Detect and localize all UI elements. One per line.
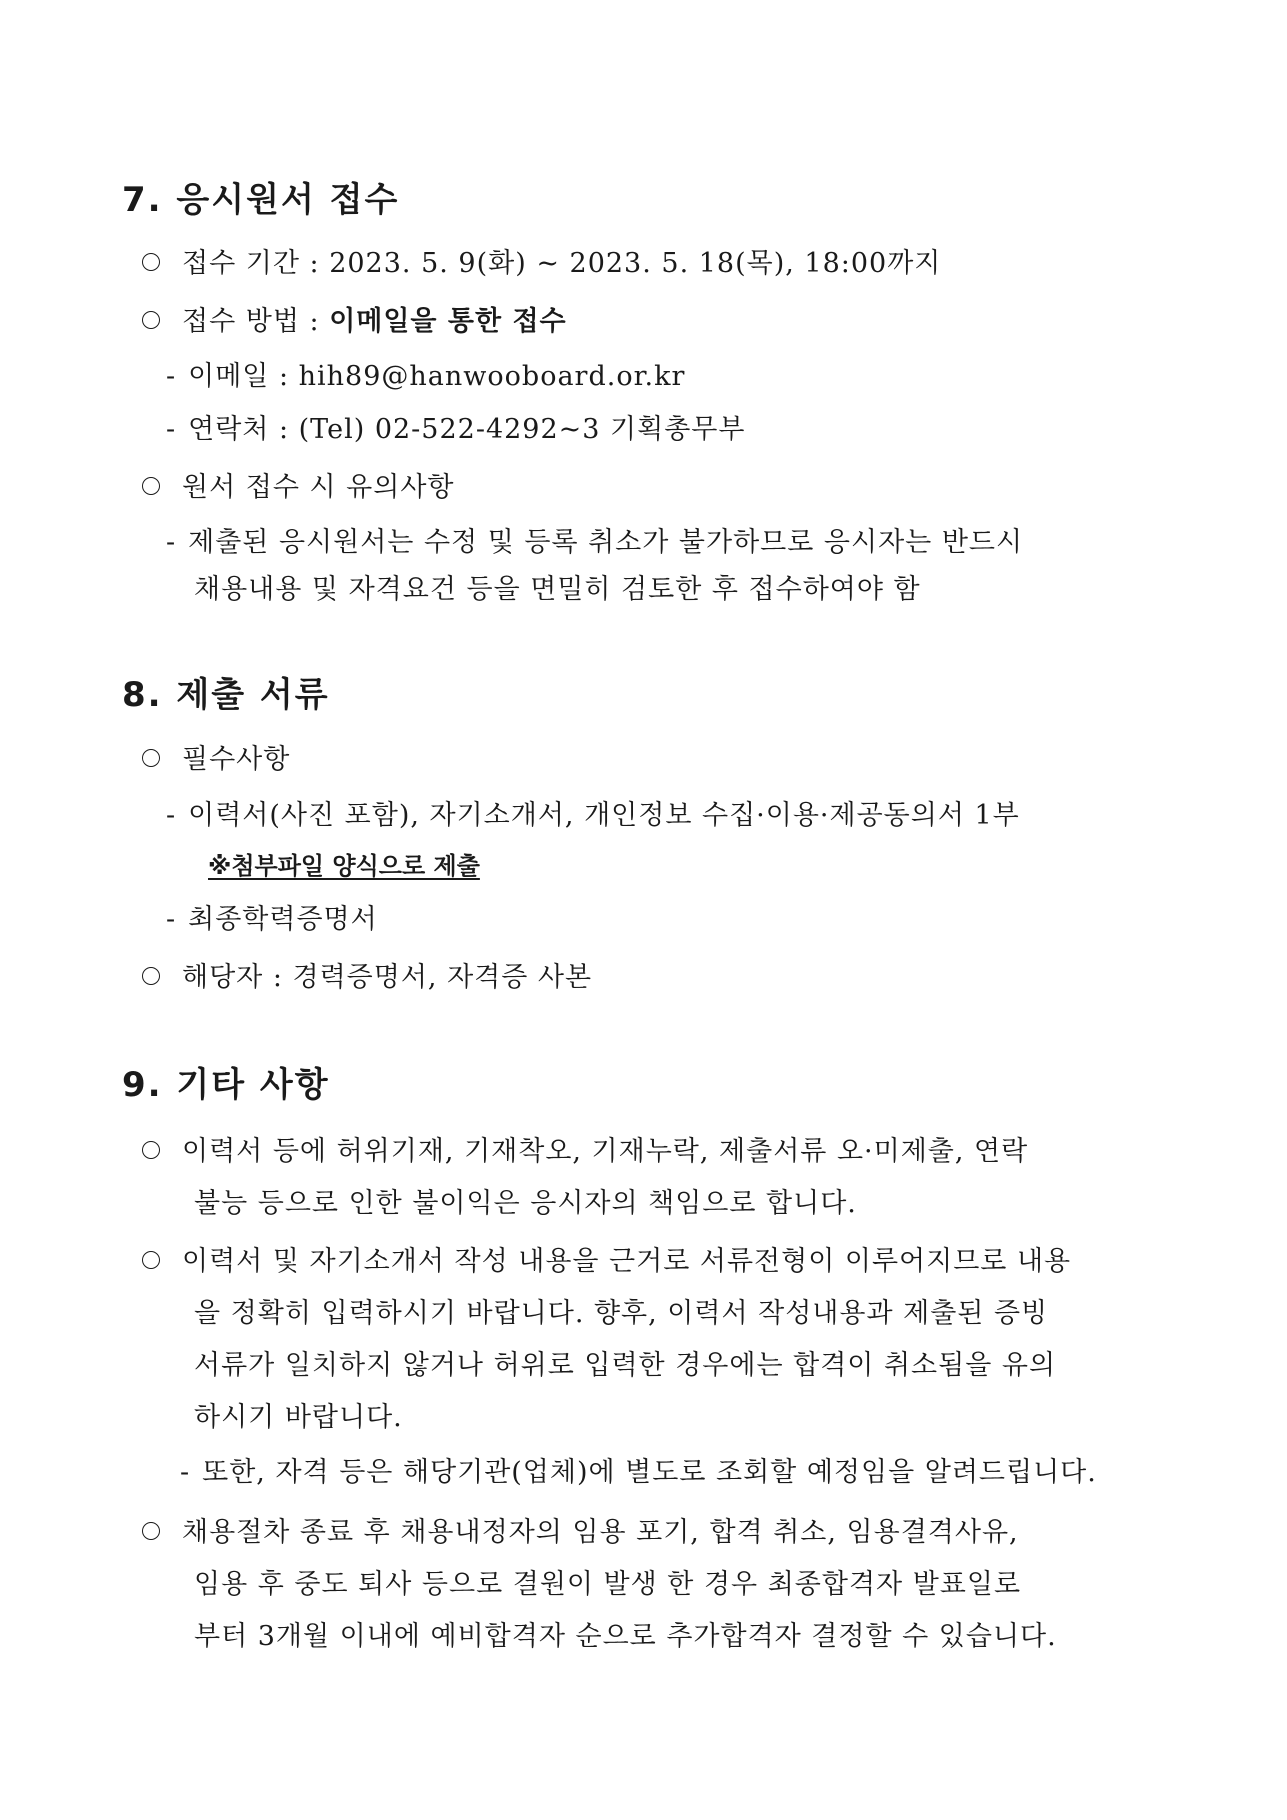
section-8-heading: 8. 제출 서류 (122, 675, 330, 715)
other-item-3-line-2: 임용 후 중도 퇴사 등으로 결원이 발생 한 경우 최종합격자 발표일로 (194, 1569, 1022, 1600)
applicable-documents (142, 958, 592, 998)
other-item-2-line-2: 을 정확히 입력하시기 바랍니다. 향후, 이력서 작성내용과 제출된 증빙 (194, 1298, 1049, 1329)
required-item-text: 이력서(사진 포함), 자기소개서, 개인정보 수집·이용·제공동의서 1부 (188, 800, 1020, 831)
caution-title: 원서 접수 시 유의사항 (182, 472, 455, 503)
section-9-heading: 9. 기타 사항 (122, 1065, 330, 1105)
other-item-1-line-1 (142, 1132, 1028, 1172)
contact-line (166, 410, 745, 450)
attachment-note-text: ※첨부파일 양식으로 제출 (208, 852, 480, 880)
other-item-2-line-3: 서류가 일치하지 않거나 허위로 입력한 경우에는 합격이 취소됨을 유의 (194, 1350, 1057, 1381)
period-value: 2023. 5. 9(화) ~ 2023. 5. 18(목), 18:00까지 (329, 248, 942, 279)
caution-text-line-2: 채용내용 및 자격요건 등을 면밀히 검토한 후 접수하여야 함 (194, 574, 921, 605)
circle-bullet-icon (142, 749, 160, 767)
other-item-2-sub (180, 1453, 1097, 1493)
email-line (166, 357, 685, 397)
circle-bullet-icon (142, 311, 160, 329)
circle-bullet-icon (142, 1522, 160, 1540)
dash-marker: - (166, 361, 177, 392)
email-label: 이메일 : (188, 361, 299, 392)
other-item-3-line-1 (142, 1513, 1019, 1553)
other-item-2-line-1 (142, 1242, 1071, 1282)
required-item-1 (166, 796, 1020, 836)
circle-bullet-icon (142, 253, 160, 271)
circle-bullet-icon (142, 1141, 160, 1159)
application-period (142, 244, 941, 284)
circle-bullet-icon (142, 967, 160, 985)
section-7-heading: 7. 응시원서 접수 (122, 180, 400, 220)
circle-bullet-icon (142, 1251, 160, 1269)
dash-marker: - (166, 527, 177, 558)
dash-marker: - (166, 904, 177, 935)
dash-marker: - (180, 1457, 191, 1488)
dash-marker: - (166, 414, 177, 445)
dash-marker: - (166, 800, 177, 831)
required-heading (142, 740, 290, 780)
application-method (142, 302, 567, 342)
required-item-2 (166, 900, 378, 940)
method-value: 이메일을 통한 접수 (329, 306, 567, 337)
circle-bullet-icon (142, 477, 160, 495)
other-item-text: 이력서 및 자기소개서 작성 내용을 근거로 서류전형이 이루어지므로 내용 (182, 1246, 1072, 1277)
other-item-2-line-4: 하시기 바랍니다. (194, 1402, 403, 1433)
email-address: hih89@hanwooboard.or.kr (298, 361, 686, 392)
applicable-text: 해당자 : 경력증명서, 자격증 사본 (182, 962, 593, 993)
caution-heading (142, 468, 455, 508)
other-item-sub-text: 또한, 자격 등은 해당기관(업체)에 별도로 조회할 예정임을 알려드립니다. (202, 1457, 1097, 1488)
other-item-1-line-2: 불능 등으로 인한 불이익은 응시자의 책임으로 합니다. (194, 1188, 857, 1219)
required-title: 필수사항 (182, 744, 291, 775)
method-label: 접수 방법 : (182, 306, 330, 337)
required-item-text: 최종학력증명서 (188, 904, 378, 935)
contact-label: 연락처 : (188, 414, 299, 445)
period-label: 접수 기간 : (182, 248, 330, 279)
contact-value: (Tel) 02-522-4292~3 기획총무부 (298, 414, 746, 445)
caution-text: 제출된 응시원서는 수정 및 등록 취소가 불가하므로 응시자는 반드시 (188, 527, 1024, 558)
caution-text-line-1 (166, 523, 1023, 563)
other-item-text: 이력서 등에 허위기재, 기재착오, 기재누락, 제출서류 오·미제출, 연락 (182, 1136, 1029, 1167)
other-item-text: 채용절차 종료 후 채용내정자의 임용 포기, 합격 취소, 임용결격사유, (182, 1517, 1019, 1548)
other-item-3-line-3: 부터 3개월 이내에 예비합격자 순으로 추가합격자 결정할 수 있습니다. (194, 1621, 1057, 1652)
attachment-note (208, 846, 480, 886)
